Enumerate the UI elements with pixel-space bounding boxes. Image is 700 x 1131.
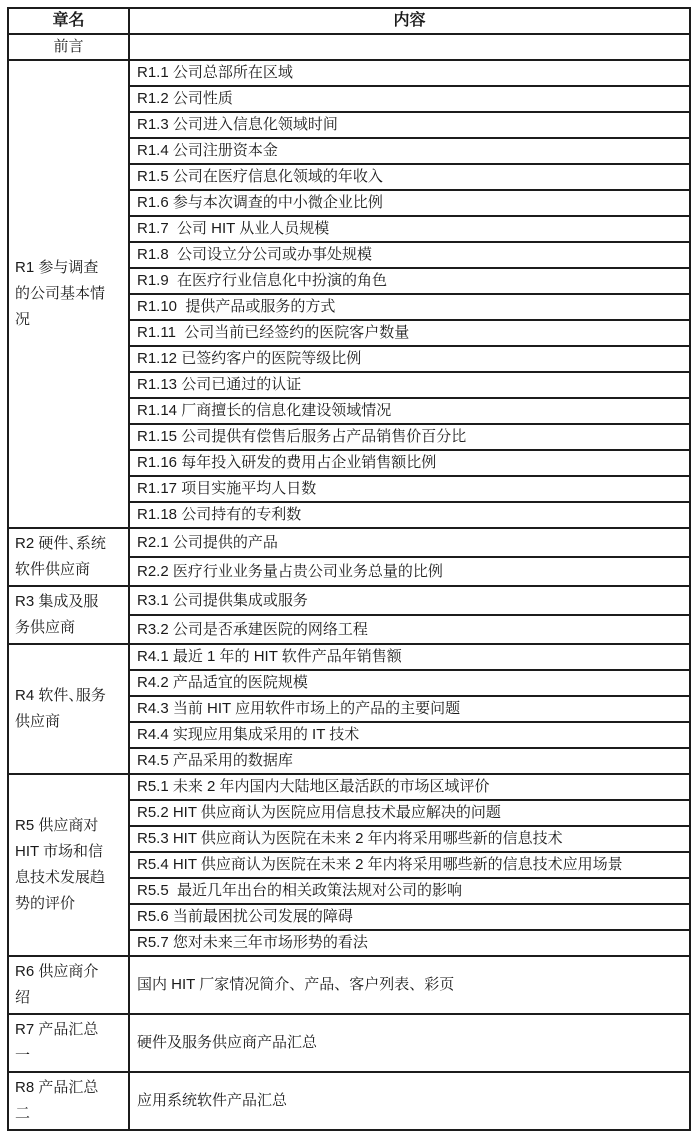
chapter-cell: R8 产品汇总二 <box>8 1072 129 1130</box>
chapter-cell: R1 参与调查的公司基本情况 <box>8 60 129 528</box>
chapter-cell: R3 集成及服务供应商 <box>8 586 129 644</box>
table-row <box>8 1014 690 1072</box>
content-cell: R5.5 最近几年出台的相关政策法规对公司的影响 <box>129 878 690 904</box>
content-cell: R5.6 当前最困扰公司发展的障碍 <box>129 904 690 930</box>
content-cell: R4.5 产品采用的数据库 <box>129 748 690 774</box>
content-cell: R5.1 未来 2 年内国内大陆地区最活跃的市场区域评价 <box>129 774 690 800</box>
table-row <box>8 60 690 86</box>
table-row <box>8 774 690 800</box>
content-cell: R4.2 产品适宜的医院规模 <box>129 670 690 696</box>
content-column-header: 内容 <box>129 8 690 34</box>
table-row <box>8 956 690 1014</box>
content-cell: 硬件及服务供应商产品汇总 <box>129 1014 690 1072</box>
chapter-cell: R7 产品汇总一 <box>8 1014 129 1072</box>
content-cell: 国内 HIT 厂家情况简介、产品、客户列表、彩页 <box>129 956 690 1014</box>
content-cell: R1.8 公司设立分公司或办事处规模 <box>129 242 690 268</box>
chapter-cell: 前言 <box>8 34 129 60</box>
content-cell: R1.7 公司 HIT 从业人员规模 <box>129 216 690 242</box>
report-structure-table <box>7 7 691 1131</box>
content-cell: R2.2 医疗行业业务量占贵公司业务总量的比例 <box>129 557 690 586</box>
header-row <box>8 8 690 34</box>
content-cell: R1.15 公司提供有偿售后服务占产品销售价百分比 <box>129 424 690 450</box>
table-row <box>8 644 690 670</box>
content-cell: R1.13 公司已通过的认证 <box>129 372 690 398</box>
content-cell: R1.14 厂商擅长的信息化建设领域情况 <box>129 398 690 424</box>
content-cell: R1.17 项目实施平均人日数 <box>129 476 690 502</box>
table-row <box>8 528 690 557</box>
content-cell: R1.10 提供产品或服务的方式 <box>129 294 690 320</box>
chapter-column-header: 章名 <box>8 8 129 34</box>
content-cell: R5.3 HIT 供应商认为医院在未来 2 年内将采用哪些新的信息技术 <box>129 826 690 852</box>
content-cell: 应用系统软件产品汇总 <box>129 1072 690 1130</box>
table-row <box>8 1072 690 1130</box>
content-cell: R5.4 HIT 供应商认为医院在未来 2 年内将采用哪些新的信息技术应用场景 <box>129 852 690 878</box>
chapter-cell: R4 软件、服务供应商 <box>8 644 129 774</box>
table-body <box>8 34 690 1130</box>
content-cell: R4.4 实现应用集成采用的 IT 技术 <box>129 722 690 748</box>
content-cell: R1.6 参与本次调查的中小微企业比例 <box>129 190 690 216</box>
content-cell: R1.4 公司注册资本金 <box>129 138 690 164</box>
content-cell: R1.2 公司性质 <box>129 86 690 112</box>
content-cell: R4.1 最近 1 年的 HIT 软件产品年销售额 <box>129 644 690 670</box>
content-cell: R1.11 公司当前已经签约的医院客户数量 <box>129 320 690 346</box>
content-cell: R1.1 公司总部所在区域 <box>129 60 690 86</box>
content-cell: R1.12 已签约客户的医院等级比例 <box>129 346 690 372</box>
chapter-cell: R6 供应商介绍 <box>8 956 129 1014</box>
content-cell <box>129 34 690 60</box>
content-cell: R3.2 公司是否承建医院的网络工程 <box>129 615 690 644</box>
content-cell: R3.1 公司提供集成或服务 <box>129 586 690 615</box>
content-cell: R5.7 您对未来三年市场形势的看法 <box>129 930 690 956</box>
table-row <box>8 586 690 615</box>
content-cell: R1.3 公司进入信息化领域时间 <box>129 112 690 138</box>
content-cell: R1.18 公司持有的专利数 <box>129 502 690 528</box>
content-cell: R1.5 公司在医疗信息化领域的年收入 <box>129 164 690 190</box>
content-cell: R1.9 在医疗行业信息化中扮演的角色 <box>129 268 690 294</box>
chapter-cell: R2 硬件、系统软件供应商 <box>8 528 129 586</box>
chapter-cell: R5 供应商对 HIT 市场和信息技术发展趋势的评价 <box>8 774 129 956</box>
table-row <box>8 34 690 60</box>
content-cell: R1.16 每年投入研发的费用占企业销售额比例 <box>129 450 690 476</box>
content-cell: R4.3 当前 HIT 应用软件市场上的产品的主要问题 <box>129 696 690 722</box>
content-cell: R2.1 公司提供的产品 <box>129 528 690 557</box>
content-cell: R5.2 HIT 供应商认为医院应用信息技术最应解决的问题 <box>129 800 690 826</box>
